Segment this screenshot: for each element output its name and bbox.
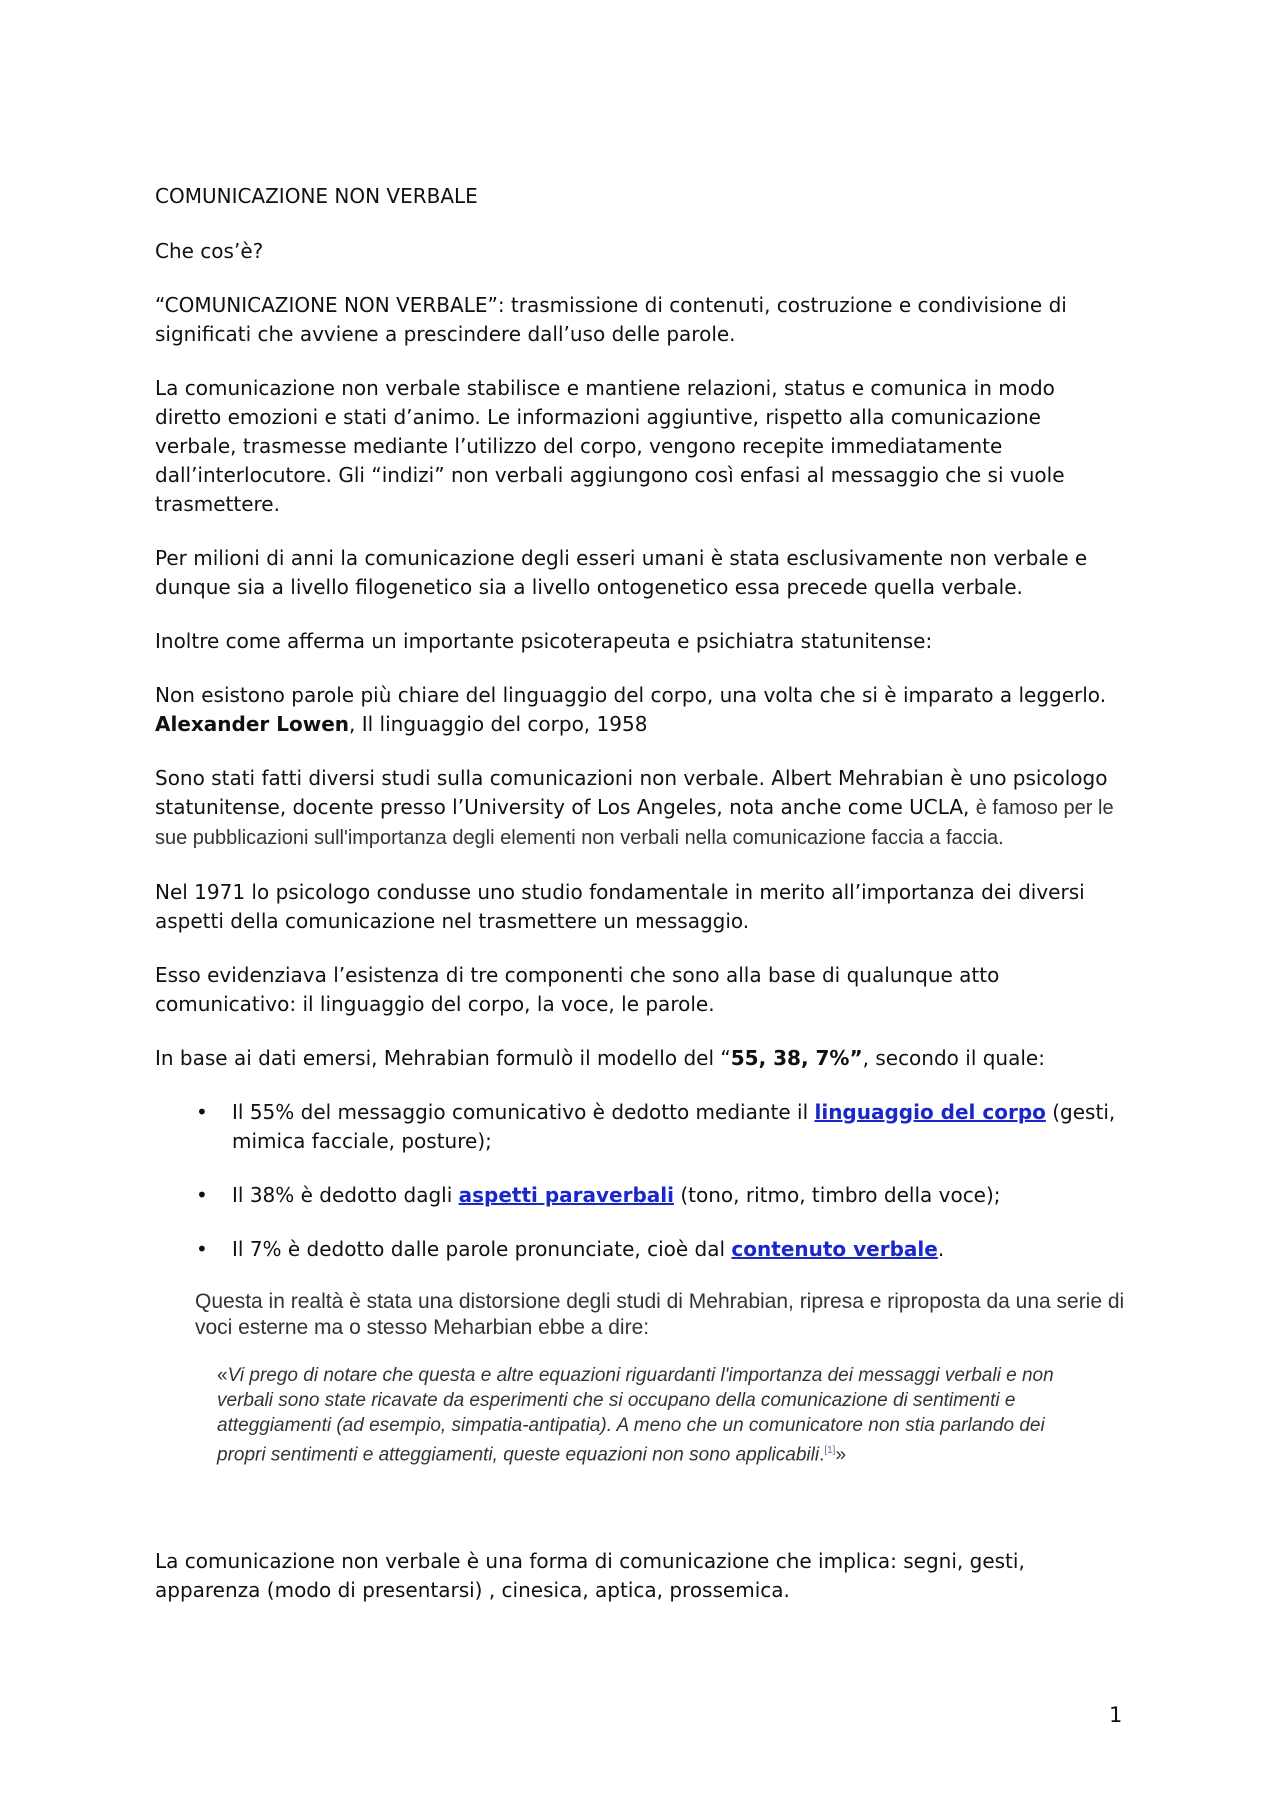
list-item bbox=[155, 1235, 1125, 1264]
bullet-text-before: Il 38% è dedotto dagli bbox=[232, 1183, 459, 1207]
quote-close: » bbox=[835, 1444, 847, 1466]
distortion-note: Questa in realtà è stata una distorsione degli studi di Mehrabian, ripresa e riproposta da una serie di voci esterne ma o stesso Meharbian ebbe a dire: bbox=[195, 1290, 1125, 1339]
studies-paragraph bbox=[155, 764, 1125, 853]
list-item bbox=[155, 1098, 1125, 1156]
page-number: 1 bbox=[1109, 1703, 1123, 1727]
quote-end: . bbox=[819, 1444, 825, 1466]
bullet-text-after: . bbox=[937, 1237, 945, 1261]
intro-paragraph: La comunicazione non verbale stabilisce e mantiene relazioni, status e comunica in modo diretto emozioni e stati d’animo. Le informazioni aggiuntive, rispetto alla comunicazione verbale, trasmesse mediante l’utilizzo del corpo, vengono recepite immediatamente dall’interlocutore. Gli “indizi” non verbali aggiungono così enfasi al messaggio che si vuole trasmettere. bbox=[155, 376, 1065, 516]
question-heading: Che cos’è? bbox=[155, 239, 264, 263]
quote-text: Vi prego di notare che questa e altre equazioni riguardanti l'importanza dei messaggi verbali e non verbali sono state ricavate da esperimenti che si occupano della comunicazione di sentimenti e atteggiamenti (ad esempio, simpatia-antipatia). A meno che un comunicatore non stia parlando dei propri sentimenti e atteggiamenti, queste equazioni non sono applicabili bbox=[217, 1365, 1054, 1466]
study-1971-paragraph: Nel 1971 lo psicologo condusse uno studio fondamentale in merito all’importanza dei diversi aspetti della comunicazione nel trasmettere un messaggio. bbox=[155, 880, 1085, 933]
mehrabian-quote bbox=[217, 1363, 1095, 1467]
bullet-icon: • bbox=[196, 1183, 208, 1207]
lowen-citation bbox=[155, 681, 1125, 739]
model-prefix: In base ai dati emersi, Mehrabian formulò il modello del “ bbox=[155, 1046, 731, 1070]
studies-part2: è famoso per le sue pubblicazioni sull'importanza degli elementi non verbali nella comunicazione faccia a faccia. bbox=[155, 797, 1114, 849]
quote-open: « bbox=[217, 1365, 228, 1386]
document-title: COMUNICAZIONE NON VERBALE bbox=[155, 184, 478, 208]
citation-text: Non esistono parole più chiare del linguaggio del corpo, una volta che si è imparato a leggerlo. bbox=[155, 683, 1107, 707]
model-bold: 55, 38, 7%” bbox=[730, 1046, 863, 1070]
model-suffix: , secondo il quale: bbox=[862, 1046, 1045, 1070]
studies-part1: Sono stati fatti diversi studi sulla comunicazioni non verbale. Albert Mehrabian è uno psicologo statunitense, docente presso l’University of Los Angeles, nota anche come UCLA, bbox=[155, 766, 1108, 819]
link-aspetti-paraverbali[interactable]: aspetti paraverbali bbox=[458, 1183, 675, 1207]
bullet-icon: • bbox=[196, 1100, 208, 1124]
bullet-text-after: (tono, ritmo, timbro della voce); bbox=[674, 1183, 1001, 1207]
model-paragraph bbox=[155, 1044, 1125, 1073]
model-bullet-list bbox=[155, 1098, 1125, 1264]
bullet-icon: • bbox=[196, 1237, 208, 1261]
footnote-ref-link[interactable]: [1] bbox=[824, 1445, 836, 1456]
components-paragraph: Esso evidenziava l’esistenza di tre componenti che sono alla base di qualunque atto comunicativo: il linguaggio del corpo, la voce, le parole. bbox=[155, 963, 1000, 1016]
citation-author: Alexander Lowen bbox=[155, 712, 350, 736]
history-paragraph: Per milioni di anni la comunicazione degli esseri umani è stata esclusivamente non verbale e dunque sia a livello filogenetico sia a livello ontogenetico essa precede quella verbale. bbox=[155, 546, 1088, 599]
bullet-text-before: Il 7% è dedotto dalle parole pronunciate, cioè dal bbox=[232, 1237, 732, 1261]
document-body bbox=[155, 182, 1125, 1630]
bullet-text-before: Il 55% del messaggio comunicativo è dedotto mediante il bbox=[232, 1100, 815, 1124]
final-paragraph: La comunicazione non verbale è una forma di comunicazione che implica: segni, gesti, apparenza (modo di presentarsi) , cinesica, aptica, prossemica. bbox=[155, 1549, 1025, 1603]
lowen-intro-paragraph: Inoltre come afferma un importante psicoterapeuta e psichiatra statunitense: bbox=[155, 629, 933, 653]
citation-source: , Il linguaggio del corpo, 1958 bbox=[349, 712, 648, 736]
bullet-text-after: (gesti, mimica facciale, posture); bbox=[232, 1100, 1116, 1153]
list-item bbox=[155, 1181, 1125, 1210]
link-linguaggio-del-corpo[interactable]: linguaggio del corpo bbox=[814, 1100, 1046, 1124]
definition-paragraph: “COMUNICAZIONE NON VERBALE”: trasmissione di contenuti, costruzione e condivisione di significati che avviene a prescindere dall’uso delle parole. bbox=[155, 293, 1067, 346]
link-contenuto-verbale[interactable]: contenuto verbale bbox=[731, 1237, 938, 1261]
